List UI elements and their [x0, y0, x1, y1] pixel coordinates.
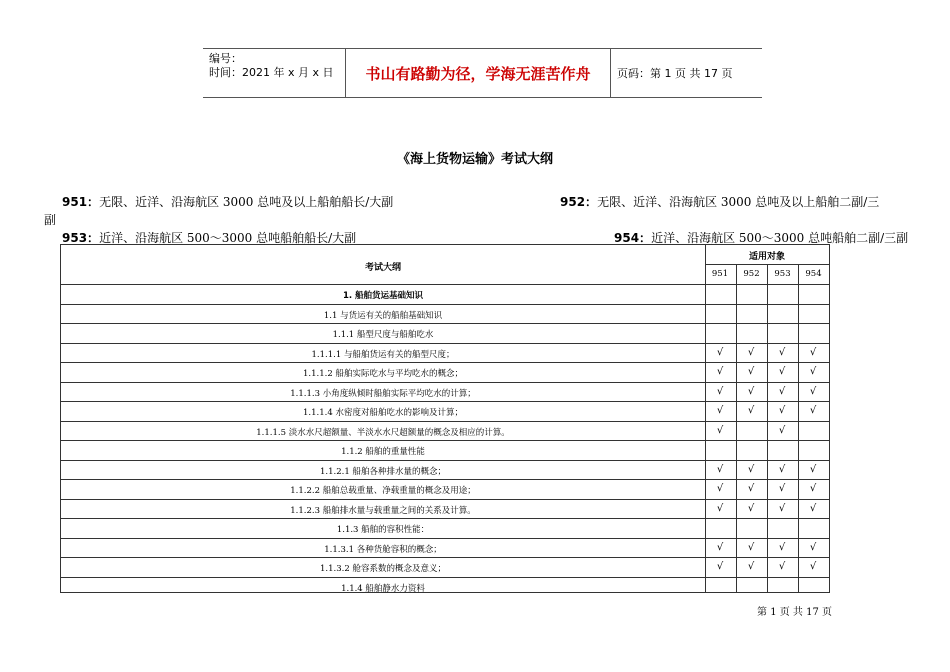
table-row-text: 1.1.1 船型尺度与船舶吃水 — [332, 330, 434, 340]
row-divider — [61, 362, 829, 363]
table-row-text: 1.1.3.1 各种货舱容积的概念； — [324, 544, 442, 555]
check-mark: √ — [778, 385, 786, 397]
check-mark: √ — [809, 541, 817, 553]
code-953-text: 近洋、沿海航区 500～3000 总吨船舶船长/大副 — [99, 231, 357, 245]
header-meta — [203, 49, 345, 97]
check-mark: √ — [747, 463, 755, 475]
check-mark: √ — [778, 346, 786, 358]
document-title: 《海上货物运输》考试大纲 — [396, 152, 553, 167]
code-951: 951： — [62, 195, 100, 209]
table-row-text: 1.1.2.3 船舶排水量与载重量之间的关系及计算。 — [290, 505, 476, 516]
row-divider — [61, 440, 829, 441]
check-mark: √ — [716, 483, 724, 494]
header-divider — [61, 284, 829, 285]
check-mark: √ — [747, 502, 755, 514]
check-mark: √ — [778, 483, 786, 494]
check-mark: √ — [809, 502, 817, 514]
outline-table — [60, 244, 830, 593]
check-mark: √ — [778, 366, 786, 377]
check-mark: √ — [778, 463, 786, 475]
sub-header-952: 952 — [743, 269, 760, 279]
check-mark: √ — [716, 405, 724, 416]
sub-header-954: 954 — [805, 269, 822, 279]
row-divider — [61, 557, 829, 558]
row-divider — [61, 518, 829, 519]
number-label: 编号： — [209, 52, 242, 65]
check-mark: √ — [716, 385, 724, 397]
time-label: 时间：2021 年 x 月 x 日 — [209, 66, 334, 79]
check-mark: √ — [716, 424, 724, 436]
check-mark: √ — [716, 561, 724, 572]
row-divider — [61, 382, 829, 383]
check-mark: √ — [809, 385, 817, 397]
code-952-wrap: 副 — [44, 213, 57, 227]
code-952-text: 无限、近洋、沿海航区 3000 总吨及以上船舶二副/三 — [597, 195, 880, 209]
code-953: 953： — [62, 231, 100, 245]
table-row-text: 1.1.3 船舶的容积性能： — [336, 525, 430, 535]
check-mark: √ — [716, 502, 724, 514]
check-mark: √ — [778, 502, 786, 514]
table-row-text: 1.1.1.2 船舶实际吃水与平均吃水的概念； — [303, 369, 463, 379]
check-mark: √ — [778, 424, 786, 436]
check-mark: √ — [747, 405, 755, 416]
check-mark: √ — [809, 346, 817, 358]
row-divider — [61, 538, 829, 539]
row-divider — [61, 421, 829, 422]
document-header — [203, 48, 762, 98]
sub-header-951: 951 — [711, 269, 729, 279]
row-divider — [61, 323, 829, 324]
table-row-text: 1.1 与货运有关的船舶基础知识 — [323, 310, 443, 321]
check-mark: √ — [716, 366, 724, 377]
table-row-text: 1.1.1.5 淡水水尺超额量、半淡水水尺超额量的概念及相应的计算。 — [256, 427, 510, 438]
row-divider — [61, 499, 829, 500]
row-divider — [61, 401, 829, 402]
page-label: 页码：第 1 页 共 17 页 — [617, 67, 733, 80]
table-row-text: 1.1.4 船舶静水力资料 — [341, 583, 425, 594]
check-mark: √ — [809, 561, 817, 572]
code-954-text: 近洋、沿海航区 500～3000 总吨船舶二副/三副 — [651, 231, 909, 245]
table-row-text: 1.1.2 船舶的重量性能 — [341, 447, 425, 457]
table-row-text: 1.1.2.2 船舶总载重量、净载重量的概念及用途； — [290, 486, 476, 496]
table-row-text: 1.1.1.3 小角度纵倾时船舶实际平均吃水的计算； — [290, 388, 476, 399]
check-mark: √ — [778, 561, 786, 572]
check-mark: √ — [778, 541, 786, 553]
code-952-line — [560, 193, 879, 210]
check-mark: √ — [716, 541, 724, 553]
table-row-text: 1.1.1.1 与船舶货运有关的船型尺度； — [311, 349, 455, 360]
table-row-text: 1.1.2.1 船舶各种排水量的概念； — [320, 466, 446, 477]
page-footer: 第 1 页 共 17 页 — [757, 607, 832, 618]
col-header-applicable: 适用对象 — [748, 252, 785, 262]
motto: 书山有路勤为径，学海无涯苦作舟 — [345, 49, 611, 97]
check-mark: √ — [809, 483, 817, 494]
check-mark: √ — [716, 346, 724, 358]
code-954: 954： — [614, 231, 652, 245]
check-mark: √ — [747, 541, 755, 553]
check-mark: √ — [809, 366, 817, 377]
column-divider — [705, 245, 706, 592]
check-mark: √ — [716, 463, 724, 475]
code-951-line — [62, 193, 393, 210]
row-divider — [61, 304, 829, 305]
sub-header-953: 953 — [774, 269, 791, 279]
row-divider — [61, 460, 829, 461]
check-mark: √ — [747, 346, 755, 358]
row-divider — [61, 479, 829, 480]
check-mark: √ — [747, 366, 755, 377]
check-mark: √ — [747, 385, 755, 397]
code-951-text: 无限、近洋、沿海航区 3000 总吨及以上船舶船长/大副 — [99, 195, 394, 209]
table-row-text: 1.1.1.4 水密度对船舶吃水的影响及计算； — [303, 408, 463, 418]
table-row-text: 1. 船舶货运基础知识 — [342, 291, 424, 301]
code-952: 952： — [560, 195, 598, 209]
row-divider — [61, 343, 829, 344]
check-mark: √ — [778, 405, 786, 416]
check-mark: √ — [809, 405, 817, 416]
check-mark: √ — [747, 561, 755, 572]
check-mark: √ — [809, 463, 817, 475]
table-row-text: 1.1.3.2 舱容系数的概念及意义； — [320, 564, 446, 574]
check-mark: √ — [747, 483, 755, 494]
row-divider — [61, 577, 829, 578]
col-header-outline: 考试大纲 — [364, 263, 401, 273]
